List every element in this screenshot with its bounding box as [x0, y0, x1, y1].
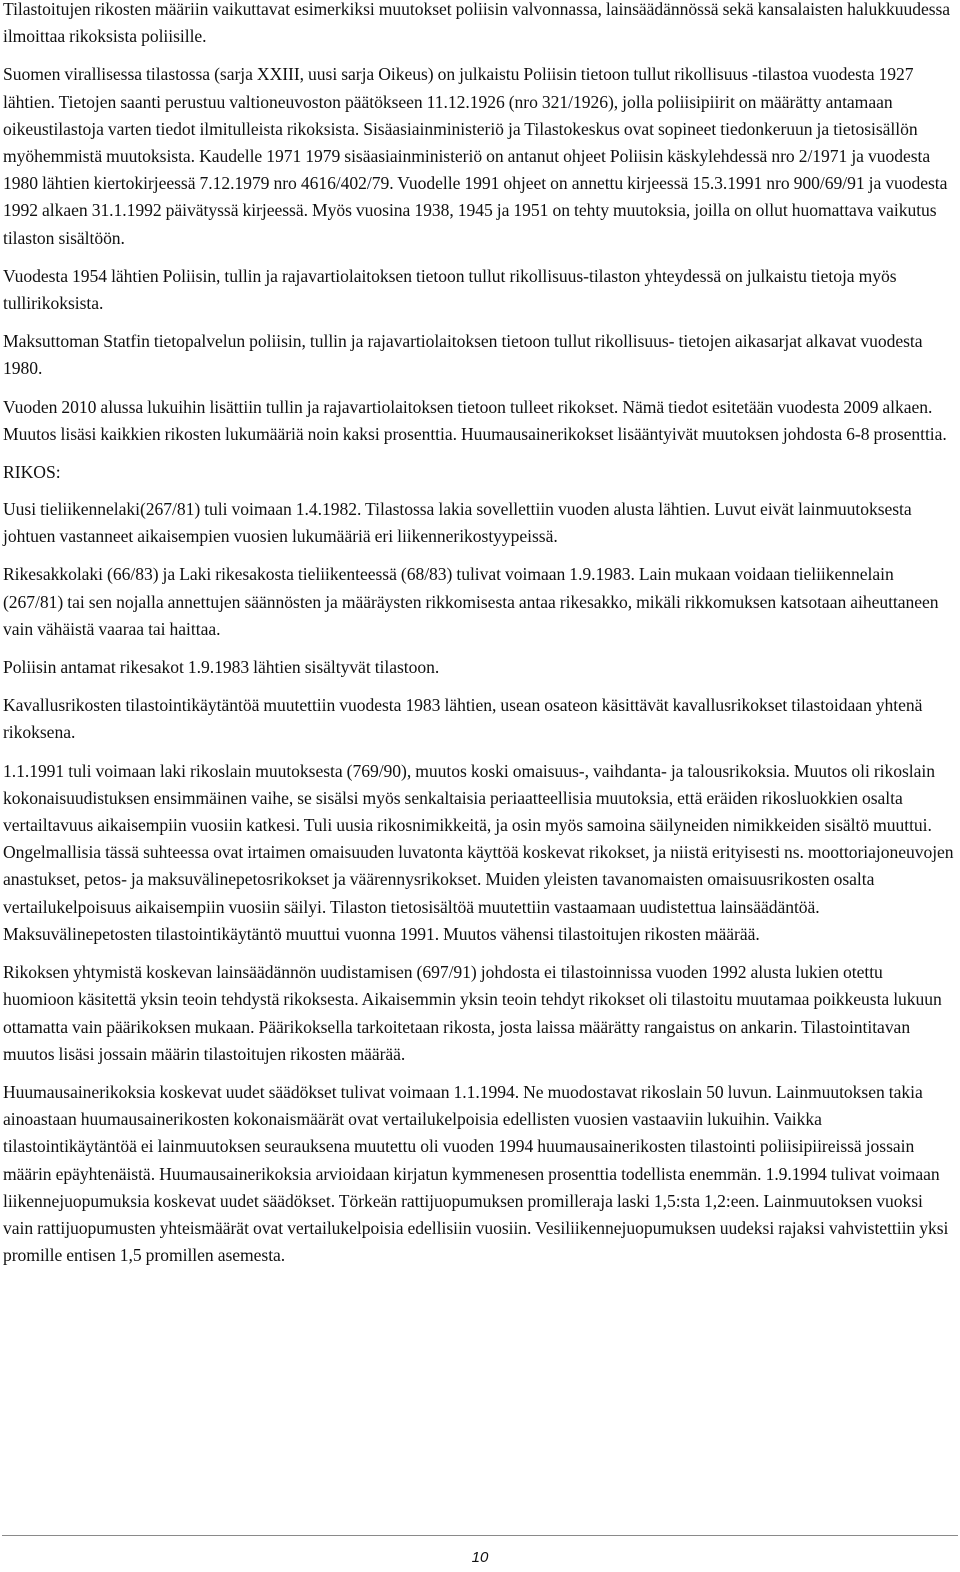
customs-paragraph: Vuodesta 1954 lähtien Poliisin, tullin ja rajavartiolaitoksen tietoon tullut rikollisuus-tilaston yhteydessä on julkaistu tietoja myös tullirikoksista.: [3, 265, 897, 314]
year-2010-paragraph: Vuoden 2010 alussa lukuihin lisättiin tullin ja rajavartiolaitoksen tietoon tulleet rikokset. Nämä tiedot esitetään vuodesta 2009 alkaen. Muutos lisäsi kaikkien rikosten lukumääriä noin kaksi prosenttia. Huumausainerikokset lisääntyivät muutoksen johdosta 6-8 prosenttia.: [3, 396, 947, 444]
fine-law-paragraph: Rikesakkolaki (66/83) ja Laki rikesakosta tieliikenteessä (68/83) tulivat voimaan 1.9.1983. Lain mukaan voidaan tieliikennelain (267/81) tai sen nojalla annettujen säännösten ja määräysten rikkomisesta antaa rikesakko, mikäli rikkomuksen katsotaan aiheuttaneen vain vähäistä vaaraa tai haittaa.: [3, 564, 939, 639]
statfin-paragraph: Maksuttoman Statfin tietopalvelun poliisin, tullin ja rajavartiolaitoksen tietoon tullut rikollisuus- tietojen aikasarjat alkavat vuodesta 1980.: [3, 331, 923, 379]
penal-code-reform-paragraph: 1.1.1991 tuli voimaan laki rikoslain muutoksesta (769/90), muutos koski omaisuus-, vaihdanta- ja talousrikoksia. Muutos oli rikoslain kokonaisuudistuksen ensimmäinen vaihe, se sisälsi myös senkaltaisia periaatteellisia muutoksia, että eräiden rikosluokkien osalta vertailtavuus aikaisempiin vuosiin katkesi. Tuli uusia rikosnimikkeitä, ja osin myös samoina säilyneiden nimikkeiden sisältö muuttui. Ongelmallisia tässä suhteessa ovat irtaimen omaisuuden luvatonta käyttöä koskevat rikokset, ja niistä erityisesti ns. moottoriajoneuvojen anastukset, petos- ja maksuvälinepetosrikokset ja väärennysrikokset. Muiden yleisten tavanomaisten omaisuusrikosten osalta vertailukelpoisuus aikaisempiin vuosiin säilyi. Tilaston tietosisältöä muutettiin vastaamaan uudistettua lainsäädäntöä. Maksuvälinepetosten tilastointikäytäntö muuttui vuonna 1991. Muutos vähensi tilastoitujen rikosten määrää.: [3, 760, 954, 944]
section-heading: RIKOS:: [3, 462, 61, 483]
traffic-law-paragraph: Uusi tieliikennelaki(267/81) tuli voimaan 1.4.1982. Tilastossa lakia sovellettiin vuoden alusta lähtien. Luvut eivät lainmuutoksesta johtuen vastanneet aikaisempien vuosien lukumääriä eri liikennerikostyypeissä.: [3, 499, 912, 547]
police-fines-paragraph: Poliisin antamat rikesakot 1.9.1983 lähtien sisältyvät tilastoon.: [3, 657, 440, 678]
footer-divider: [2, 1535, 958, 1536]
offence-combination-paragraph: Rikoksen yhtymistä koskevan lainsäädännön uudistamisen (697/91) johdosta ei tilastoinnissa vuoden 1992 alusta lukien otettu huomioon käsitettä yksin teoin tehdystä rikoksesta. Aikaisemmin yksin teoin tehdyt rikokset oli tilastoitu muutamaa poikkeusta lukuun ottamatta vain päärikoksen mukaan. Päärikoksella tarkoitetaan rikosta, josta laissa määrätty rangaistus on ankarin. Tilastointitavan muutos lisäsi jossain määrin tilastoitujen rikosten määrää.: [3, 962, 942, 1064]
narcotics-paragraph: Huumausainerikoksia koskevat uudet säädökset tulivat voimaan 1.1.1994. Ne muodostavat rikoslain 50 luvun. Lainmuutoksen takia ainoastaan huumausainerikosten kokonaismäärät ovat vertailukelpoisia edellisten vuosien vastaaviin lukuihin. Vaikka tilastointikäytäntöä ei lainmuutoksen seurauksena muutettu oli vuoden 1994 huumausainerikosten tilastointi poliisipiireissä jossain määrin epäyhtenäistä. Huumausainerikoksia arvioidaan kirjatun kymmenesen prosenttia todellista enemmän. 1.9.1994 tulivat voimaan liikennejuopumuksia koskevat uudet säädökset. Törkeän rattijuopumuksen promilleraja laski 1,5:sta 1,2:een. Lainmuutoksen vuoksi vain rattijuopumusten yhteismäärät ovat vertailukelpoisia edellisiin vuosiin. Vesiliikennejuopumuksen uudeksi rajaksi vahvistettiin yksi promille entisen 1,5 promillen asemesta.: [3, 1081, 949, 1266]
page-number: 10: [471, 1549, 489, 1566]
intro-paragraph: Tilastoitujen rikosten määriin vaikuttavat esimerkiksi muutokset poliisin valvonnassa, lainsäädännössä sekä kansalaisten halukkuudessa ilmoittaa rikoksista poliisille.: [3, 0, 951, 47]
statistics-history-paragraph: Suomen virallisessa tilastossa (sarja XXIII, uusi sarja Oikeus) on julkaistu Poliisin tietoon tullut rikollisuus -tilastoa vuodesta 1927 lähtien. Tietojen saanti perustuu valtioneuvoston päätökseen 11.12.1926 (nro 321/1926), jolla poliisipiirit on määrätty antamaan oikeustilastoja varten tiedot ilmitulleista rikoksista. Sisäasiainministeriö ja Tilastokeskus ovat sopineet tiedonkeruun ja tietosisällön myöhemmistä muutoksista. Kaudelle 1971 1979 sisäasiainministeriö on antanut ohjeet Poliisin käskylehdessä nro 2/1971 ja vuodesta 1980 lähtien kiertokirjeessä 7.12.1979 nro 4616/402/79. Vuodelle 1991 ohjeet on annettu kirjeessä 15.3.1991 nro 900/69/91 ja vuodesta 1992 alkaen 31.1.1992 päivätyssä kirjeessä. Myös vuosina 1938, 1945 ja 1951 on tehty muutoksia, joilla on ollut huomattava vaikutus tilaston sisältöön.: [3, 64, 948, 248]
embezzlement-paragraph: Kavallusrikosten tilastointikäytäntöä muutettiin vuodesta 1983 lähtien, usean osateon käsittävät kavallusrikokset tilastoidaan yhtenä rikoksena.: [3, 695, 923, 743]
